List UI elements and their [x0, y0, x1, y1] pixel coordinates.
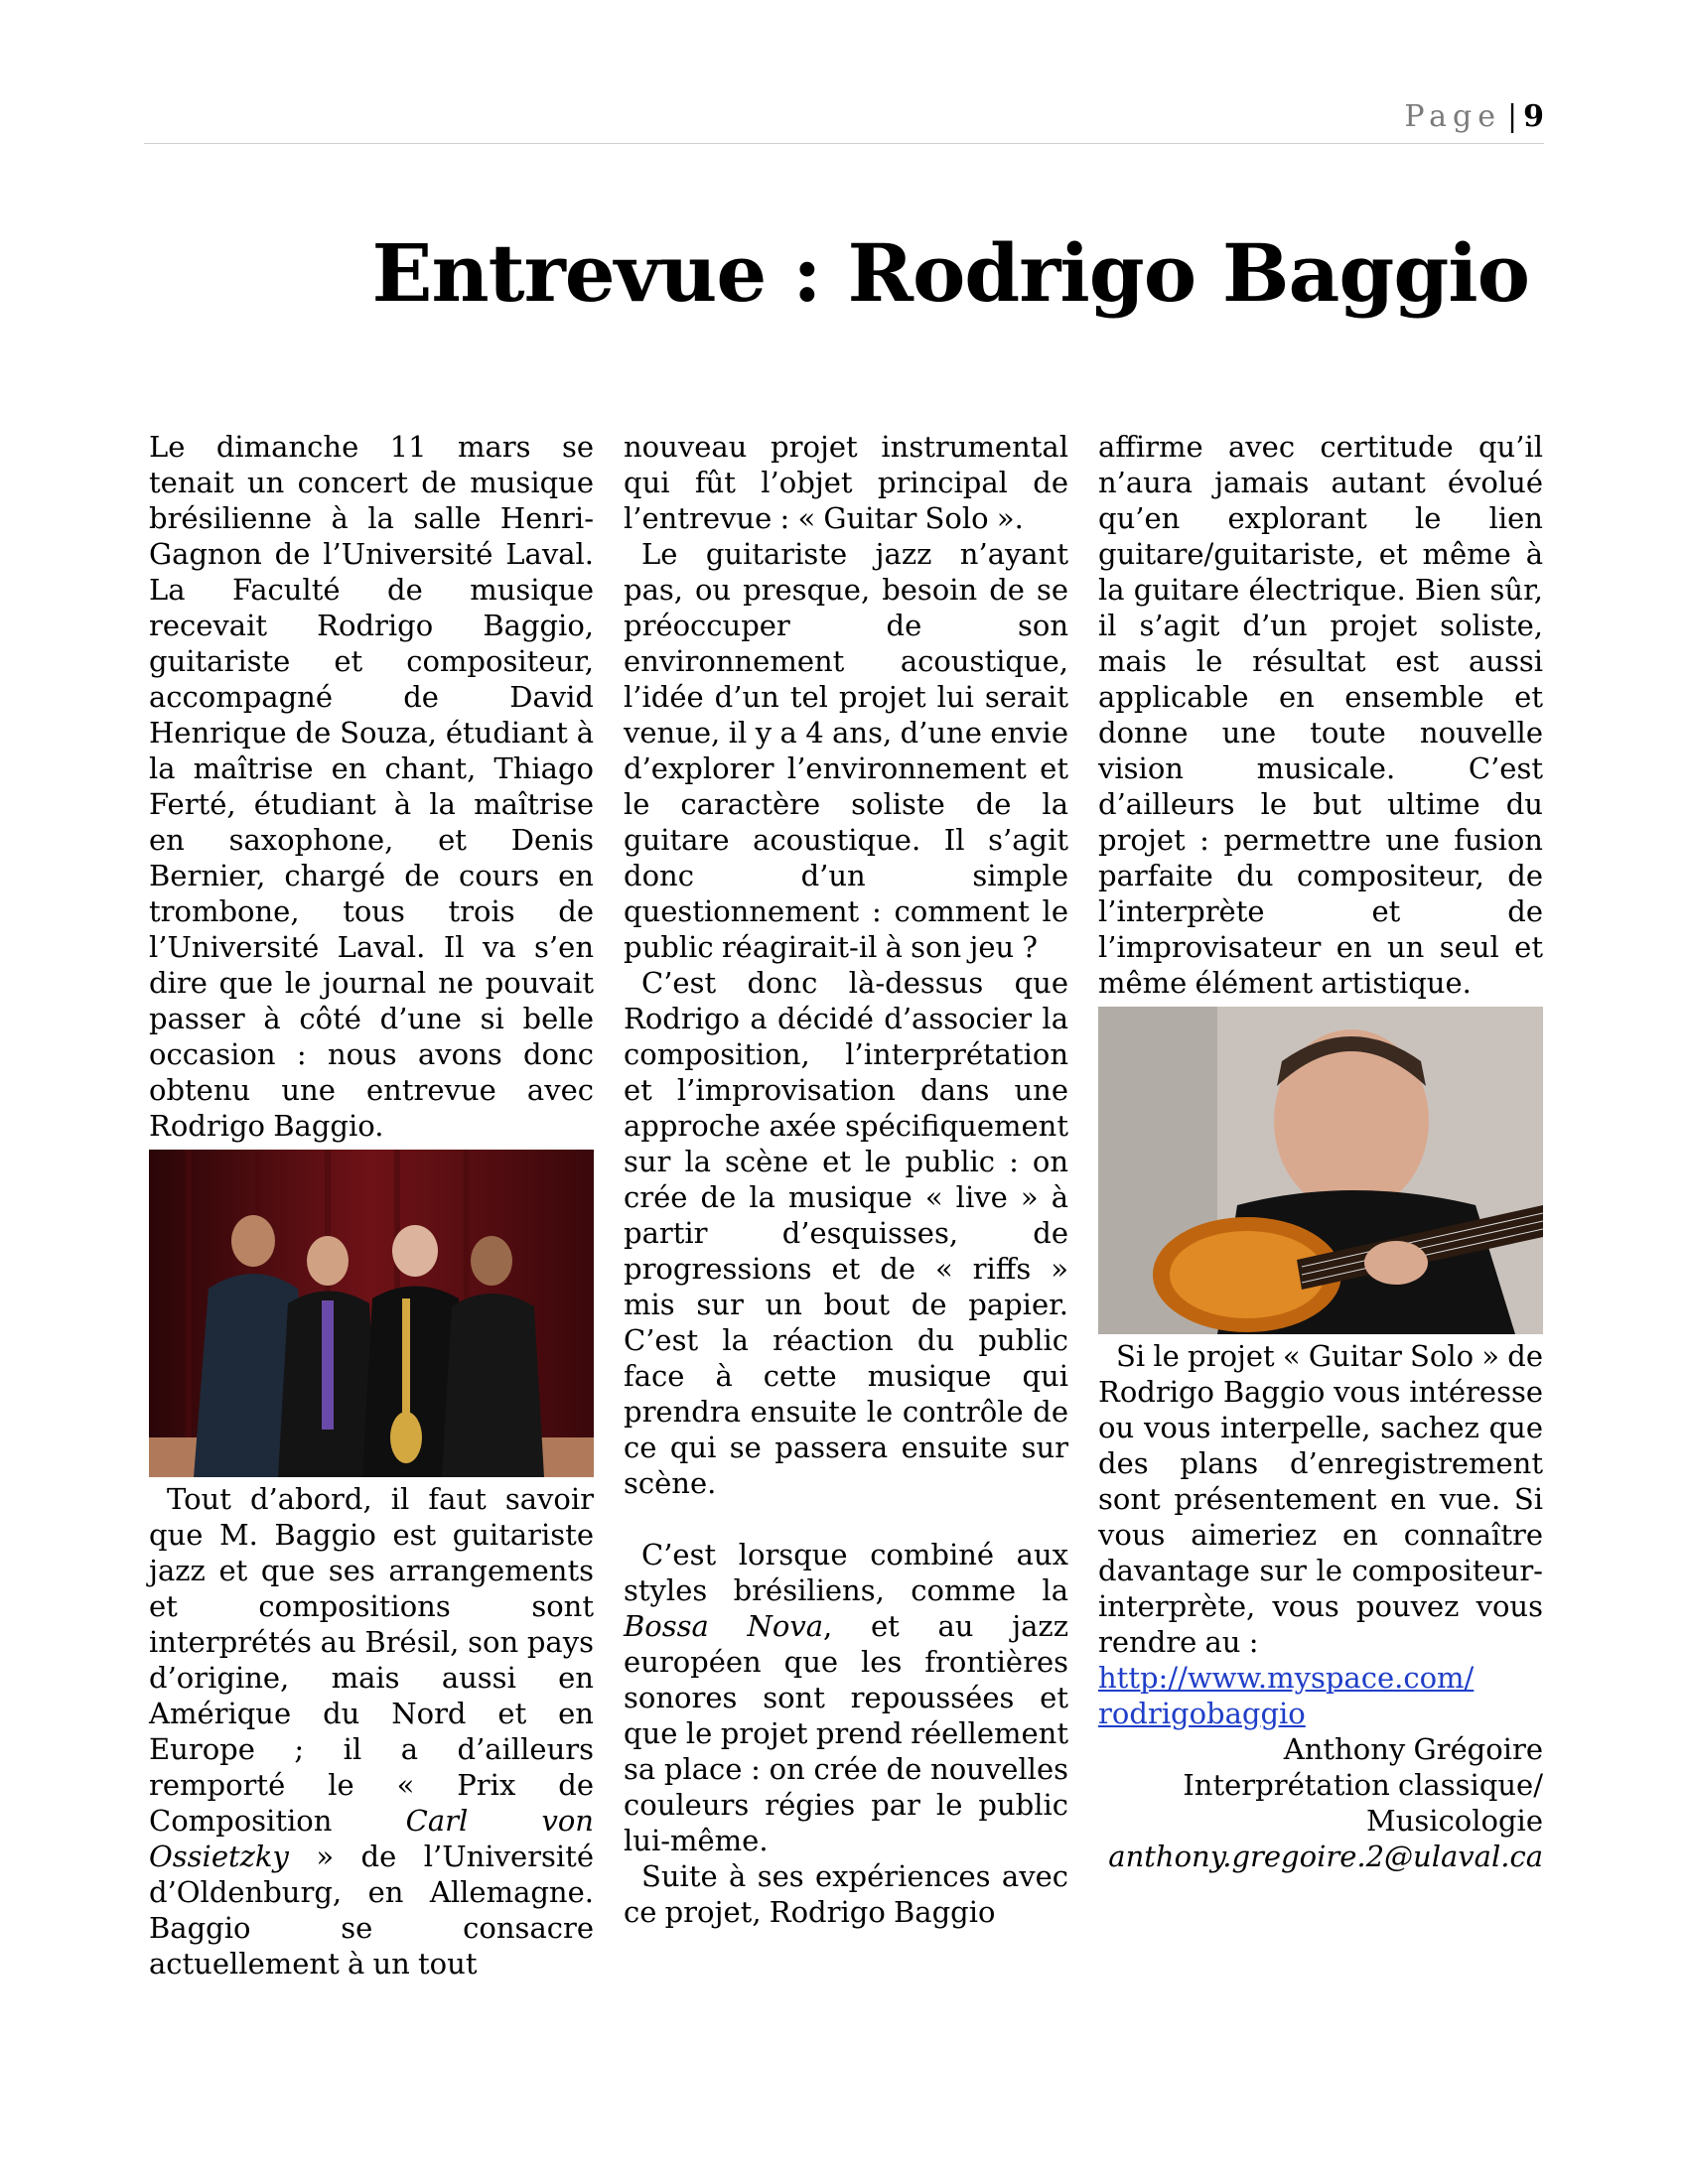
- myspace-link-line2[interactable]: rodrigobaggio: [1098, 1697, 1306, 1730]
- column-1: [149, 429, 594, 1981]
- background-paragraph: [149, 1481, 594, 1981]
- background-text-b: » de l’Université d’Oldenburg, en Allemagne. Baggio se consacre actuellement à un tout: [149, 1840, 594, 1980]
- experience-paragraph: Suite à ses expériences avec ce projet, Rodrigo Baggio: [624, 1859, 1068, 1929]
- column-3: [1098, 429, 1543, 1874]
- invitation-paragraph: Si le projet « Guitar Solo » de Rodrigo Baggio vous intéresse ou vous interpelle, sachez que des plans d’enregistrement sont présentement en vue. Si vous aimeriez en connaître davantage sur le compositeur-interprète, vous pouvez vous rendre au :: [1098, 1339, 1543, 1659]
- page-label: Page: [1404, 99, 1502, 134]
- myspace-link-line1[interactable]: http://www.myspace.com/: [1098, 1661, 1475, 1695]
- background-text-a: Tout d’abord, il faut savoir que M. Baggio est guitariste jazz et que ses arrangements et compositions sont interprétés au Brésil, son pays d’origine, mais aussi en Amérique du Nord et en Europe ; il a d’ailleurs remporté le « Prix de Composition: [149, 1482, 594, 1838]
- prize-name: Carl von Ossietzky: [149, 1804, 594, 1873]
- styles-text-a: C’est lorsque combiné aux styles brésiliens, comme la: [624, 1538, 1068, 1607]
- website-link[interactable]: [1098, 1660, 1543, 1731]
- styles-text-b: , et au jazz européen que les frontières sonores sont repoussées et que le projet prend réellement sa place : on crée de nouvelles couleurs régies par le public lui-même.: [624, 1609, 1068, 1857]
- styles-paragraph: [624, 1537, 1068, 1858]
- acoustic-paragraph: Le guitariste jazz n’ayant pas, ou presque, besoin de se préoccuper de son environnement acoustique, l’idée d’un tel projet lui serait venue, il y a 4 ans, d’une envie d’explorer l’environnement et le caractère soliste de la guitare acoustique. Il s’agit donc d’un simple questionnement : comment le public réagirait-il à son jeu ?: [624, 537, 1068, 964]
- bossa-nova-term: Bossa Nova: [624, 1609, 824, 1643]
- concert-group-photo: [149, 1150, 594, 1477]
- paragraph-gap: [624, 1501, 1068, 1537]
- column-2: [624, 429, 1068, 1930]
- page-header: [144, 99, 1544, 144]
- intro-paragraph: Le dimanche 11 mars se tenait un concert de musique brésilienne à la salle Henri-Gagnon de l’Université Laval. La Faculté de musique recevait Rodrigo Baggio, guitariste et compositeur, accompagné de David Henrique de Souza, étudiant à la maîtrise en chant, Thiago Ferté, étudiant à la maîtrise en saxophone, et Denis Bernier, chargé de cours en trombone, tous trois de l’Université Laval. Il va s’en dire que le journal ne pouvait passer à côté d’une si belle occasion : nous avons donc obtenu une entrevue avec Rodrigo Baggio.: [149, 430, 594, 1143]
- author-name: Anthony Grégoire: [1283, 1732, 1543, 1766]
- author-email[interactable]: anthony.gregoire.2@ulaval.ca: [1108, 1840, 1543, 1873]
- guitarist-photo: [1098, 1007, 1543, 1334]
- article-title: Entrevue : Rodrigo Baggio: [371, 226, 1529, 320]
- approach-paragraph: C’est donc là-dessus que Rodrigo a décidé d’associer la composition, l’interprétation et l’improvisation dans une approche axée spécifiquement sur la scène et le public : on crée de la musique « live » à partir d’esquisses, de progressions et de « riffs » mis sur un bout de papier. C’est la réaction du public face à cette musique qui prendra ensuite le contrôle de ce qui se passera ensuite sur scène.: [624, 966, 1068, 1500]
- author-program-line1: Interprétation classique/: [1183, 1768, 1543, 1802]
- conclusion-paragraph: affirme avec certitude qu’il n’aura jamais autant évolué qu’en explorant le lien guitare/guitariste, et même à la guitare électrique. Bien sûr, il s’agit d’un projet soliste, mais le résultat est aussi applicable en ensemble et donne une toute nouvelle vision musicale. C’est d’ailleurs le but ultime du projet : permettre une fusion parfaite du compositeur, de l’interprète et de l’improvisateur en un seul et même élément artistique.: [1098, 430, 1543, 1000]
- page-number: 9: [1523, 99, 1544, 134]
- project-paragraph: nouveau projet instrumental qui fût l’objet principal de l’entrevue : « Guitar Solo ».: [624, 430, 1068, 535]
- author-program-line2: Musicologie: [1366, 1804, 1543, 1838]
- page-separator: |: [1507, 99, 1518, 134]
